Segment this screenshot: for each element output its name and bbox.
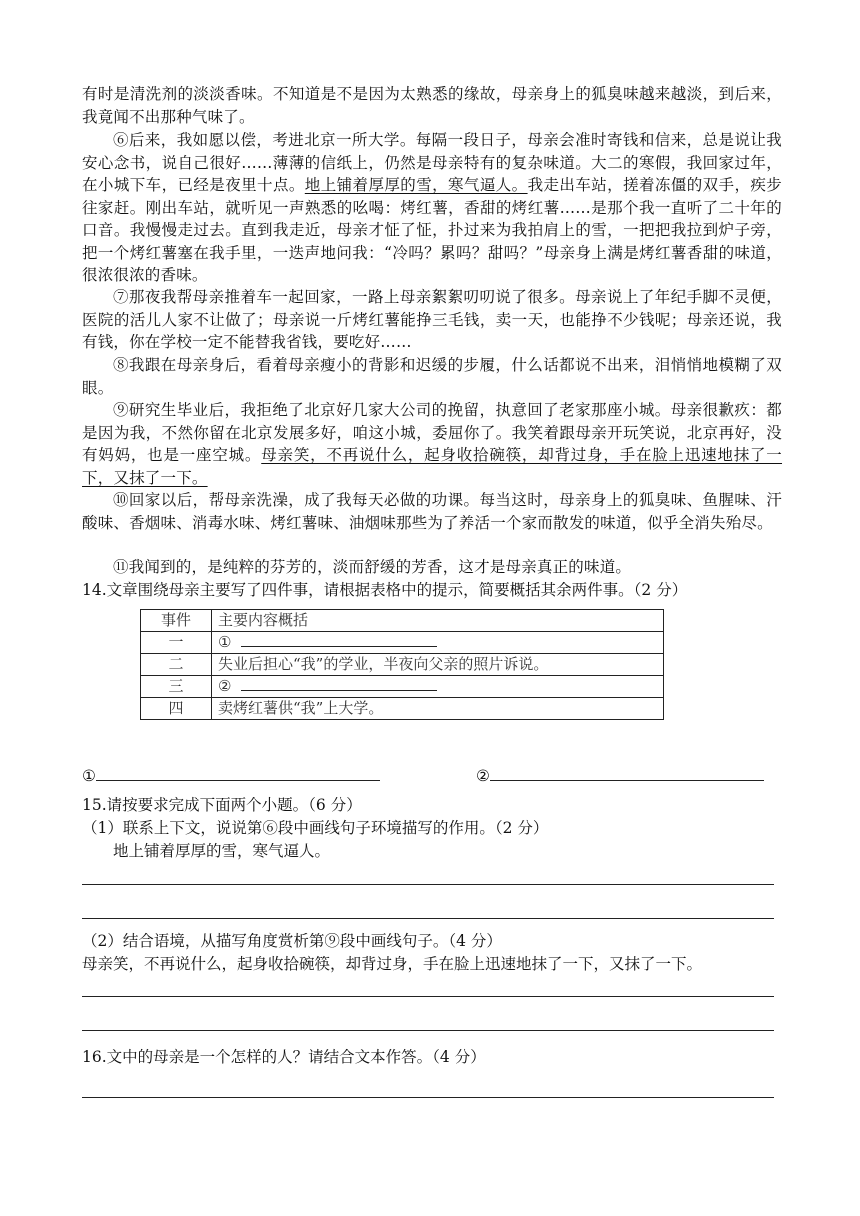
answer-line[interactable] bbox=[82, 1097, 774, 1098]
question-15-1-prompt: （1）联系上下文，说说第⑥段中画线句子环境描写的作用。（2 分） bbox=[82, 819, 549, 837]
question-15-2-prompt: （2）结合语境，从描写角度赏析第⑨段中画线句子。（4 分） bbox=[82, 932, 502, 950]
event-summary-blank-cell[interactable] bbox=[212, 632, 664, 654]
question-15-1-quote: 地上铺着厚厚的雪，寒气逼人。 bbox=[113, 842, 331, 860]
paragraph-5-end: 有时是清洗剂的淡淡香味。不知道是不是因为太熟悉的缘故，母亲身上的狐臭味越来越淡，到后来，我竟闻不出那种气味了。 bbox=[82, 85, 782, 126]
blank-marker: ① bbox=[218, 633, 232, 651]
table-row bbox=[141, 632, 664, 654]
question-15-2-quote: 母亲笑，不再说什么，起身收拾碗筷，却背过身，手在脸上迅速地抹了一下，又抹了一下。 bbox=[82, 955, 703, 973]
answer-line[interactable] bbox=[82, 884, 774, 885]
paragraph-8: ⑧我跟在母亲身后，看着母亲瘦小的背影和迟缓的步履，什么话都说不出来，泪悄悄地模糊了双眼。 bbox=[82, 356, 782, 397]
answer-1-line[interactable] bbox=[96, 766, 380, 781]
table-row bbox=[141, 698, 664, 720]
answer-2-label: ② bbox=[476, 767, 490, 785]
paragraph-7: ⑦那夜我帮母亲推着车一起回家，一路上母亲絮絮叨叨说了很多。母亲说上了年纪手脚不灵便，医院的活儿人家不让做了；母亲说一斤烤红薯能挣三毛钱，卖一天，也能挣不少钱呢；母亲还说，我有钱，你在学校一定不能替我省钱，要吃好…… bbox=[82, 288, 782, 351]
answer-line[interactable] bbox=[82, 1030, 774, 1031]
answer-line[interactable] bbox=[82, 996, 774, 997]
answer-2-line[interactable] bbox=[490, 766, 764, 781]
paragraph-6-text-a: ⑥后来，我如愿以偿，考进北京一所大学。每隔一段日子，母亲会准时寄钱和信来，总是说让我安心念书，说自己很好……薄薄的信纸上，仍然是母亲特有的复杂味道。大二的寒假，我回家过年，在小城下车，已经是夜里十点。 bbox=[82, 131, 782, 194]
event-number: 一 bbox=[141, 632, 212, 654]
paragraph-10: ⑩回家以后，帮母亲洗澡，成了我每天必做的功课。每当这时，母亲身上的狐臭味、鱼腥味、汗酸味、香烟味、消毒水味、烤红薯味、油烟味那些为了养活一个家而散发的味道，似乎全消失殆尽。 bbox=[82, 491, 782, 532]
event-number: 二 bbox=[141, 654, 212, 676]
answer-line[interactable] bbox=[82, 918, 774, 919]
paragraph-11: ⑪我闻到的，是纯粹的芬芳的，淡而舒缓的芳香，这才是母亲真正的味道。 bbox=[113, 558, 632, 576]
event-number: 三 bbox=[141, 676, 212, 698]
answer-1-label: ① bbox=[82, 767, 96, 785]
table-row bbox=[141, 676, 664, 698]
event-number: 四 bbox=[141, 698, 212, 720]
event-summary-blank-cell[interactable] bbox=[212, 676, 664, 698]
paragraph-9-text-a: ⑨研究生毕业后，我拒绝了北京好几家大公司的挽留，执意回了老家那座小城。母亲很歉疚：都是因为我，不然你留在北京发展多好，咱这小城，委屈你了。我笑着跟母亲开玩笑说，北京再好，没有妈妈，也是一座空城。 bbox=[82, 401, 782, 464]
blank-marker: ② bbox=[218, 677, 232, 695]
paragraph-6-text-b: 我走出车站，搓着冻僵的双手，疾步往家赶。刚出车站，就听见一声熟悉的吆喝：烤红薯，香甜的烤红薯……是那个我一直听了二十年的口音。我慢慢走过去。直到我走近，母亲才怔了怔，扑过来为我拍肩上的雪，一把把我拉到炉子旁，把一个烤红薯塞在我手里，一迭声地问我：“冷吗？累吗？甜吗？”母亲身上满是烤红薯香甜的味道，很浓很浓的香味。 bbox=[82, 176, 782, 284]
event-summary: 失业后担心“我”的学业，半夜向父亲的照片诉说。 bbox=[212, 654, 664, 676]
paragraph-9 bbox=[82, 399, 782, 489]
event-summary: 卖烤红薯供“我”上大学。 bbox=[212, 698, 664, 720]
table-row bbox=[141, 654, 664, 676]
fill-in-blank-line[interactable] bbox=[241, 632, 437, 647]
table-header-event: 事件 bbox=[141, 610, 212, 632]
question-15-prompt: 15.请按要求完成下面两个小题。（6 分） bbox=[82, 796, 362, 814]
question-14-prompt: 14.文章围绕母亲主要写了四件事，请根据表格中的提示，简要概括其余两件事。（2 分） bbox=[82, 581, 688, 599]
paragraph-6-underlined-sentence: 地上铺着厚厚的雪，寒气逼人。 bbox=[304, 176, 528, 194]
table-header-summary: 主要内容概括 bbox=[212, 610, 664, 632]
paragraph-9-underlined-sentence: 母亲笑，不再说什么，起身收拾碗筷，却背过身，手在脸上迅速地抹了一下，又抹了一下。 bbox=[82, 446, 783, 487]
fill-in-blank-line[interactable] bbox=[241, 676, 437, 691]
question-16-prompt: 16.文中的母亲是一个怎样的人？请结合文本作答。（4 分） bbox=[82, 1048, 486, 1066]
answer-1[interactable] bbox=[82, 766, 380, 785]
table-header-row bbox=[141, 610, 664, 632]
events-table bbox=[140, 609, 664, 720]
answer-2[interactable] bbox=[476, 766, 764, 785]
paragraph-6 bbox=[82, 129, 782, 287]
